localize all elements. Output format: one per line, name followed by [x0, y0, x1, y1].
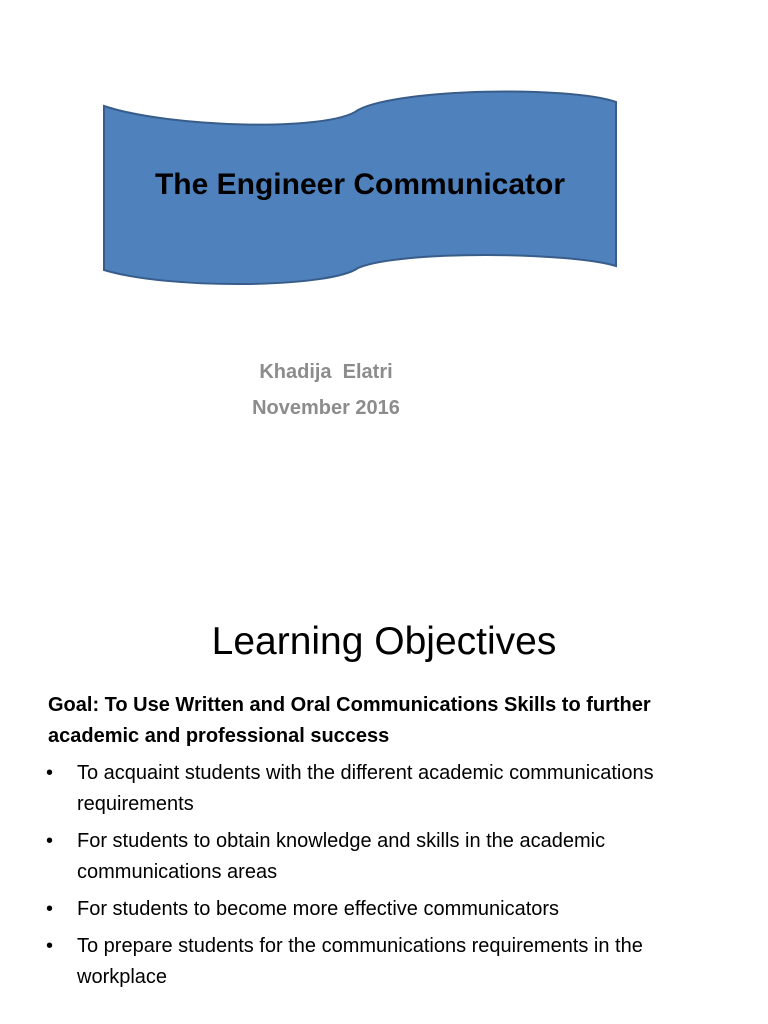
- objectives-list: [44, 758, 734, 999]
- list-item-text: To acquaint students with the different academic communications requirements: [77, 762, 654, 815]
- list-item: [44, 894, 734, 925]
- presentation-date: November 2016: [252, 397, 400, 419]
- list-item: [44, 826, 734, 888]
- bullet-icon: •: [46, 762, 54, 784]
- list-item-text: To prepare students for the communications requirements in the workplace: [77, 935, 643, 988]
- bullet-icon: •: [46, 935, 54, 957]
- list-item-text: For students to obtain knowledge and skills in the academic communications areas: [77, 830, 606, 883]
- wave-banner: [100, 88, 620, 292]
- goal-statement: Goal: To Use Written and Oral Communications Skills to further academic and professional success: [48, 694, 651, 747]
- presentation-title: The Engineer Communicator: [154, 168, 566, 201]
- slide-heading: Learning Objectives: [211, 620, 557, 663]
- bullet-icon: •: [46, 898, 54, 920]
- list-item-text: For students to become more effective communicators: [77, 898, 560, 920]
- objectives-slide: [0, 576, 768, 1024]
- list-item: [44, 758, 734, 820]
- bullet-icon: •: [46, 830, 54, 852]
- list-item: [44, 931, 734, 993]
- author-name: Khadija Elatri: [259, 361, 393, 383]
